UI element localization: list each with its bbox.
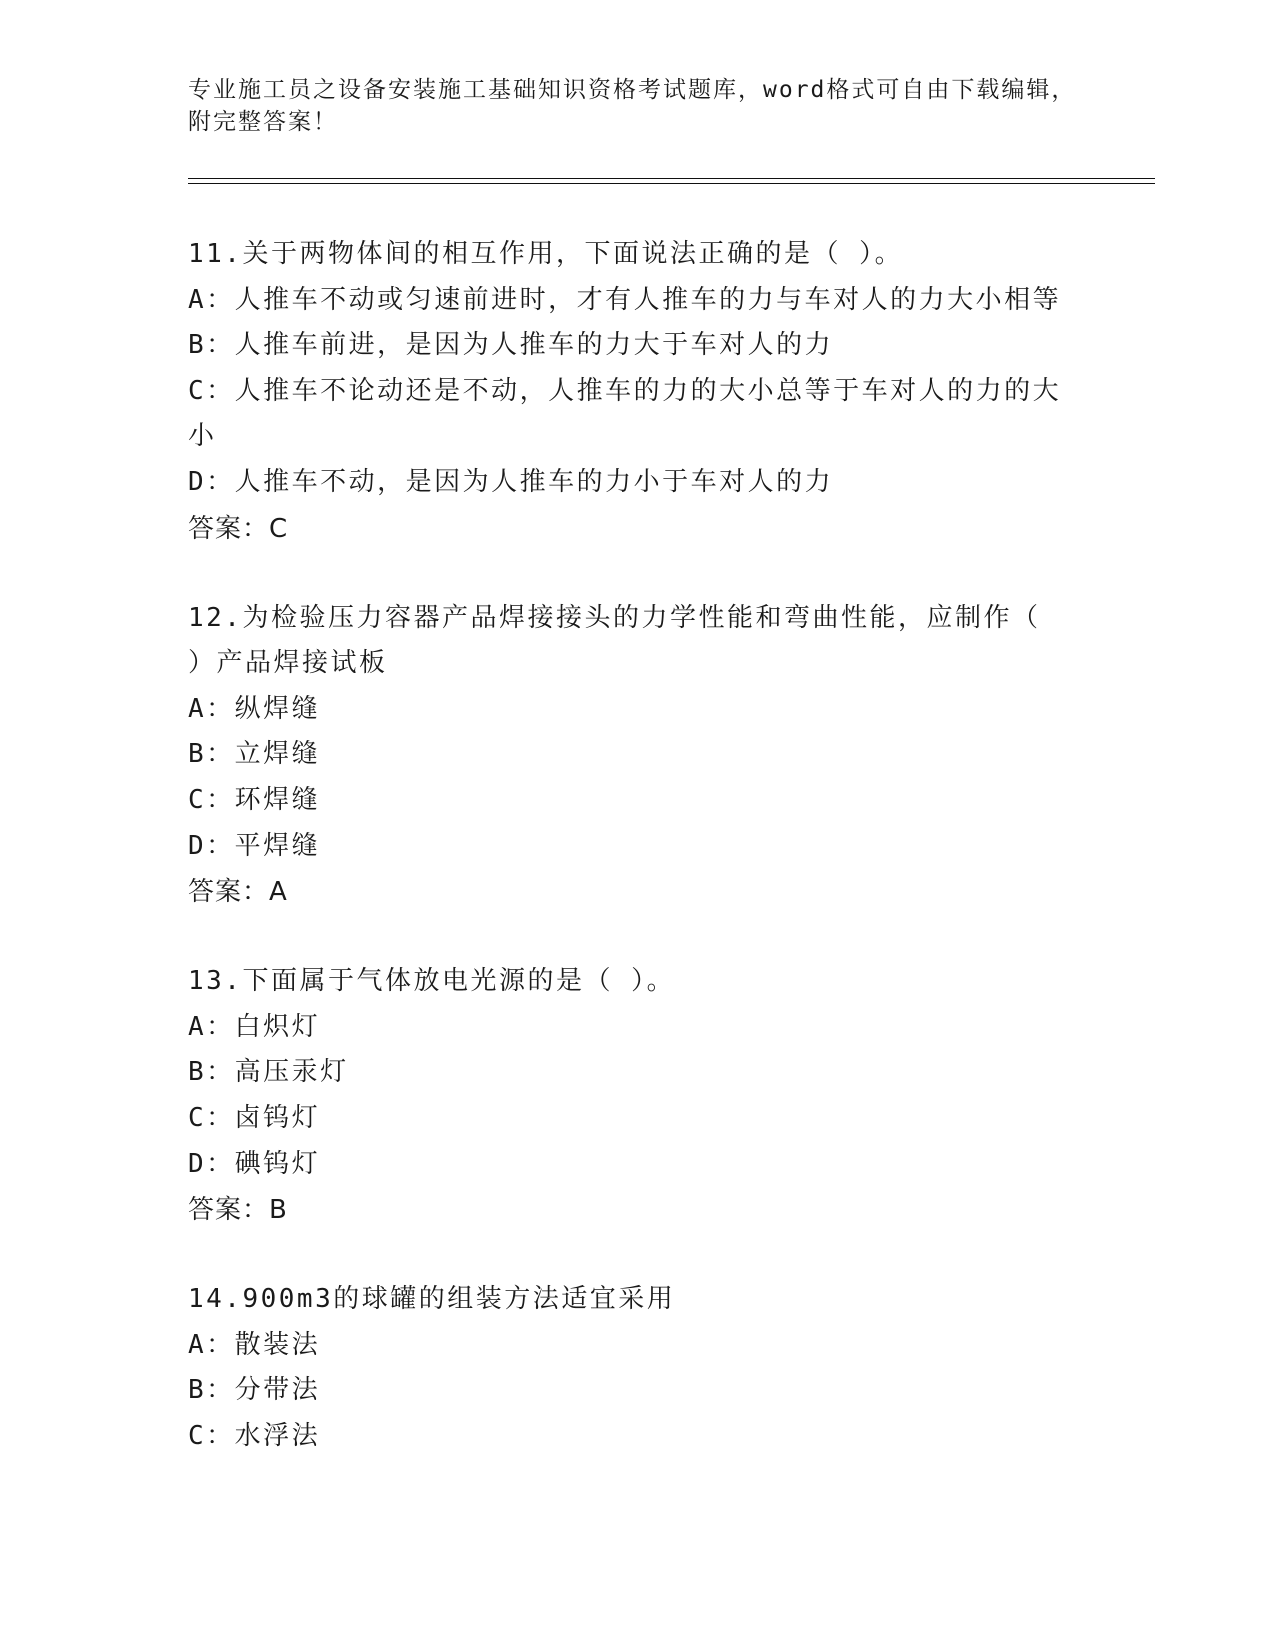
header-line-1: 专业施工员之设备安装施工基础知识资格考试题库，word格式可自由下载编辑， [188, 77, 1077, 103]
option-d: D：人推车不动，是因为人推车的力小于车对人的力 [188, 466, 834, 497]
option-a: A：白炽灯 [188, 1011, 321, 1042]
option-b: B：人推车前进，是因为人推车的力大于车对人的力 [188, 330, 834, 361]
option-b: B：分带法 [188, 1375, 321, 1406]
option-c: C：环焊缝 [188, 784, 321, 815]
option-c: C：卤钨灯 [188, 1102, 321, 1133]
option-a: A：纵焊缝 [188, 693, 321, 724]
question-stem: 12.为检验压力容器产品焊接接头的力学性能和弯曲性能，应制作（ [188, 602, 1041, 633]
document-header [188, 74, 1088, 138]
answer-line: 答案：C [188, 513, 289, 544]
answer-line: 答案：B [188, 1195, 288, 1226]
question-block [188, 596, 1088, 916]
option-b: B：高压汞灯 [188, 1057, 349, 1088]
question-stem-continued: ）产品焊接试板 [188, 648, 388, 679]
question-list [188, 232, 1088, 1459]
option-a: A：人推车不动或匀速前进时，才有人推车的力与车对人的力大小相等 [188, 284, 1062, 315]
option-b: B：立焊缝 [188, 739, 321, 770]
option-c: C：人推车不论动还是不动，人推车的力的大小总等于车对人的力的大 [188, 375, 1062, 406]
question-block [188, 959, 1088, 1233]
option-d: D：平焊缝 [188, 830, 321, 861]
option-d: D：碘钨灯 [188, 1148, 321, 1179]
header-line-2: 附完整答案！ [188, 109, 338, 135]
header-divider-top [188, 178, 1155, 179]
option-c: C：水浮法 [188, 1420, 321, 1451]
header-divider-bottom [188, 183, 1155, 184]
question-stem: 11.关于两物体间的相互作用，下面说法正确的是（ ）。 [188, 239, 904, 269]
option-c-continued: 小 [188, 421, 217, 452]
question-stem: 13.下面属于气体放电光源的是（ ）。 [188, 966, 676, 997]
question-block [188, 1277, 1088, 1459]
option-a: A：散装法 [188, 1329, 321, 1360]
question-stem: 14.900m3的球罐的组装方法适宜采用 [188, 1284, 676, 1315]
question-block [188, 232, 1088, 552]
answer-line: 答案：A [188, 877, 288, 908]
